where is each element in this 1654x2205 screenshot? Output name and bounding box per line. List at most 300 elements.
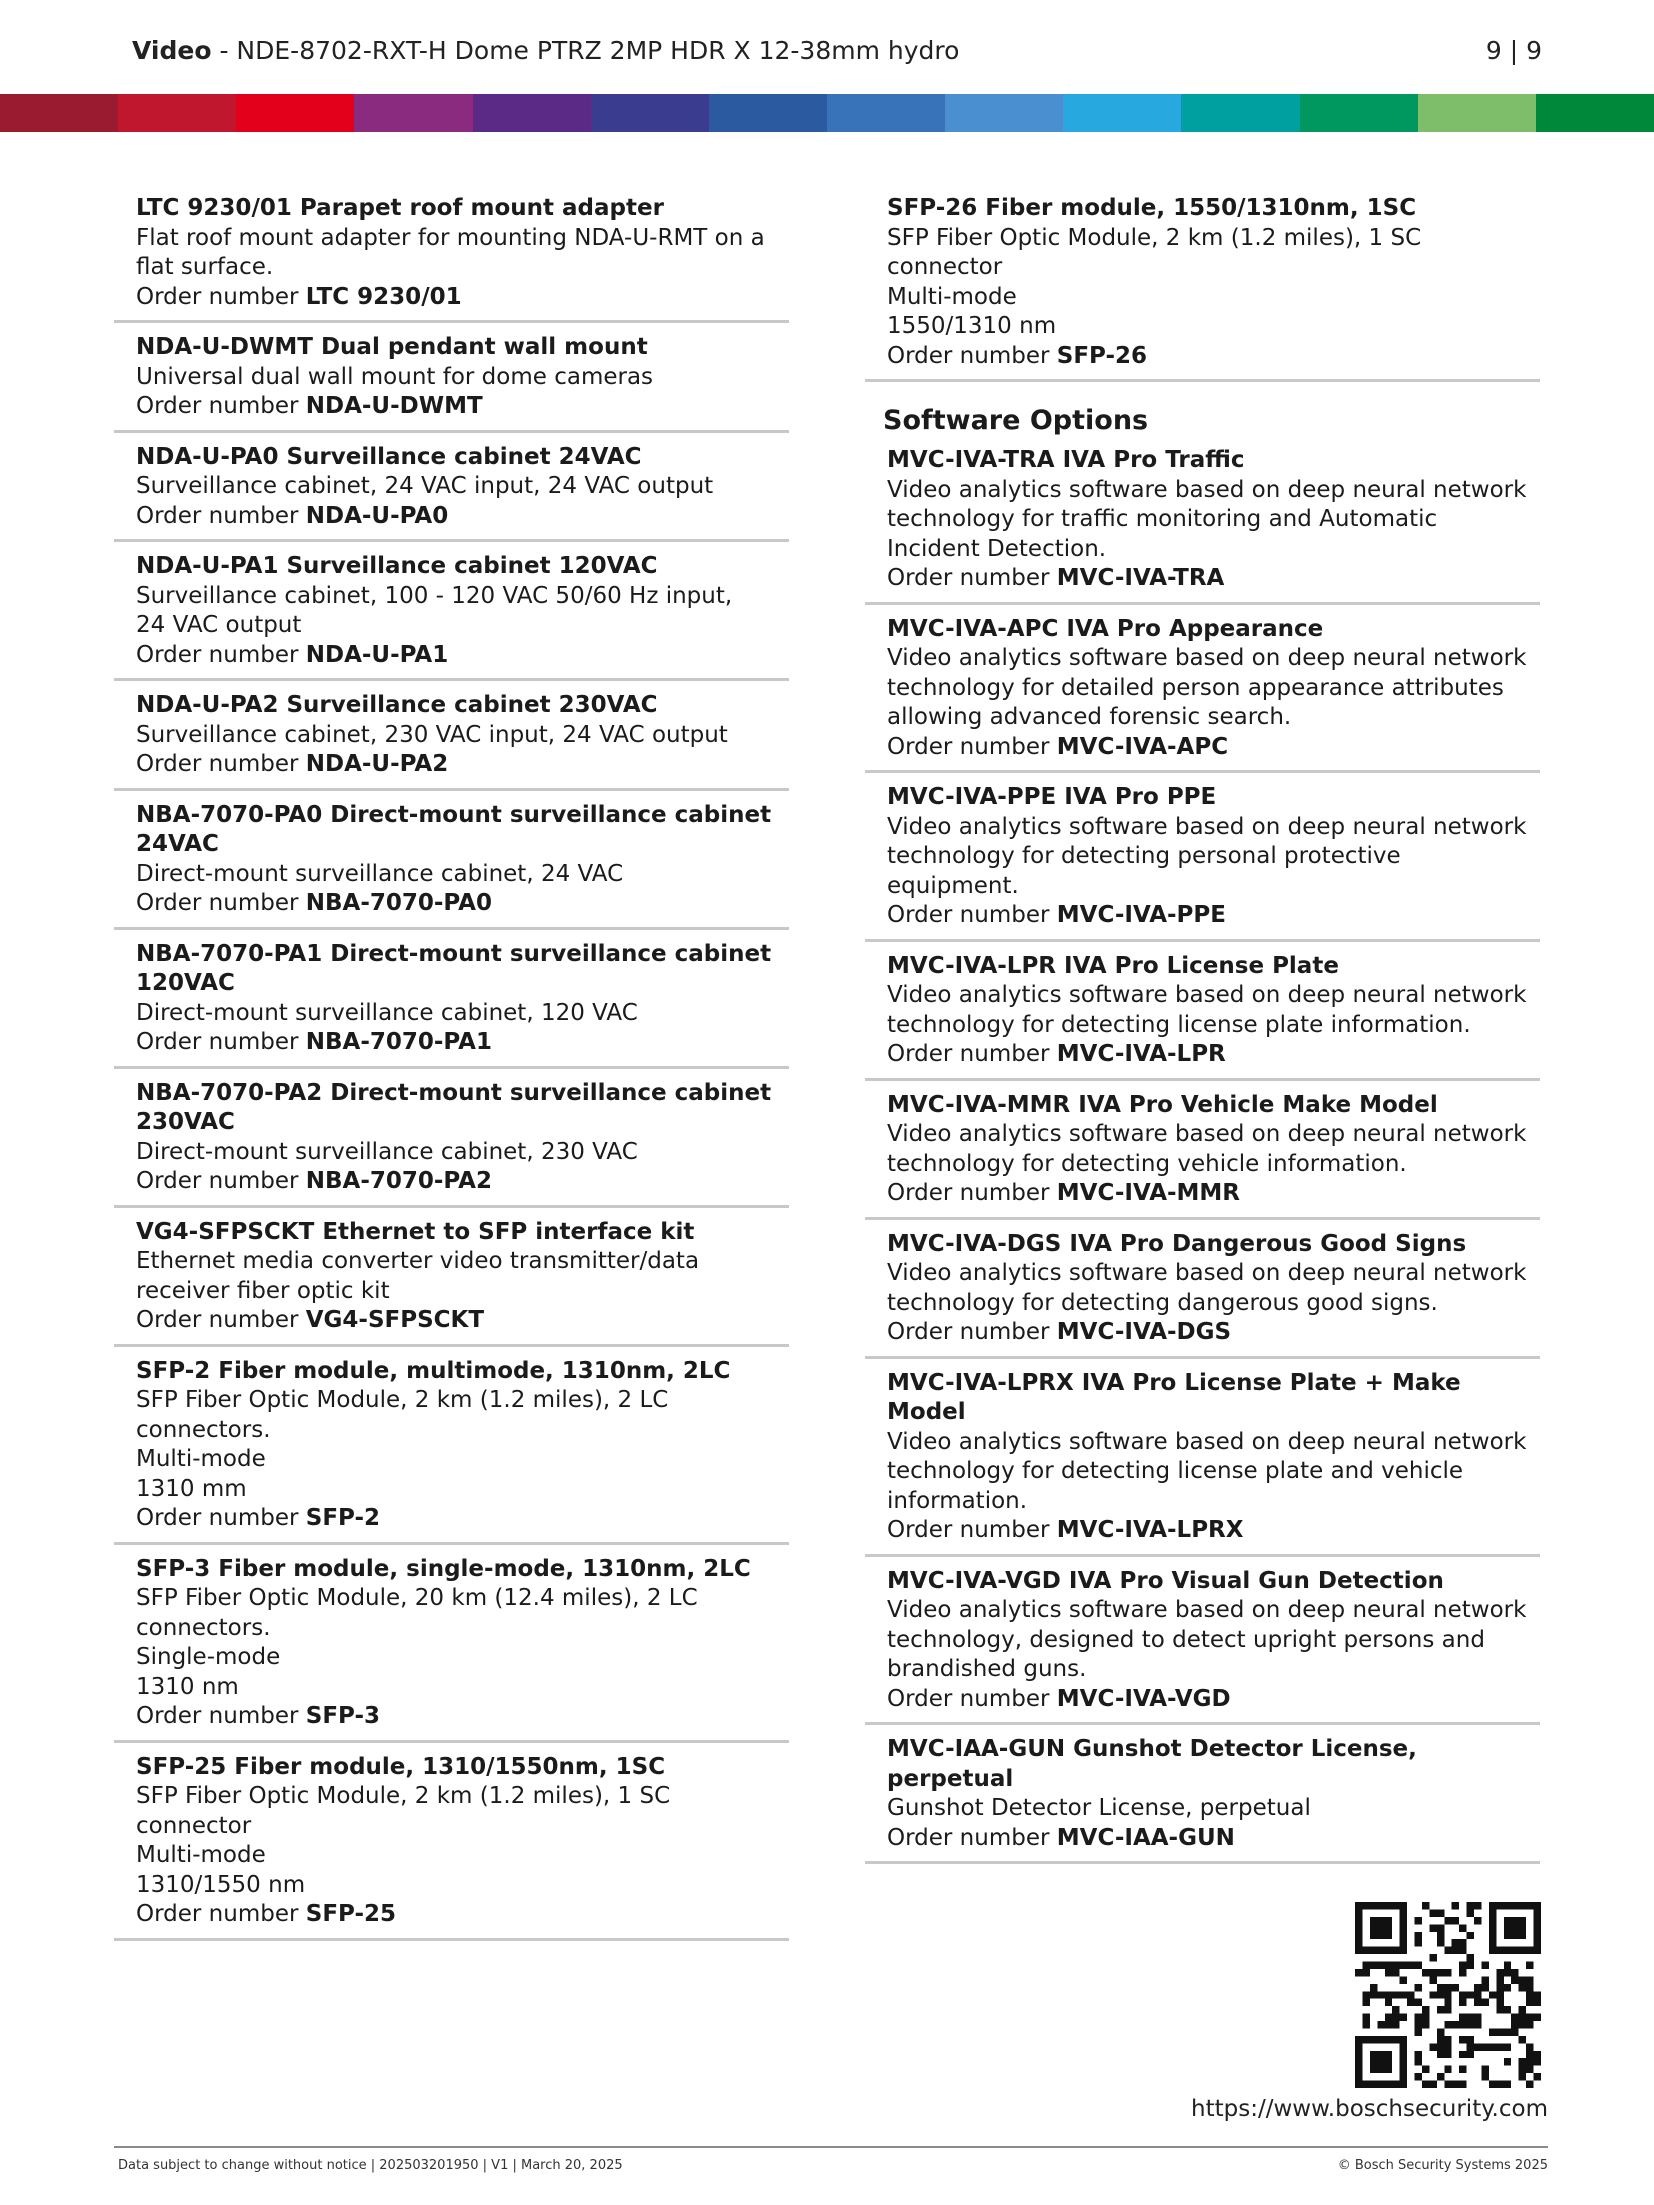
order-number xyxy=(136,1306,789,1336)
order-number-value: MVC-IVA-APC xyxy=(1056,733,1229,760)
order-number-value: MVC-IVA-LPR xyxy=(1056,1041,1226,1067)
qr-module xyxy=(1459,2021,1466,2028)
band-segment xyxy=(827,94,945,132)
qr-module xyxy=(1429,1954,1436,1961)
product-description: Direct-mount surveillance cabinet, 24 VAC xyxy=(136,860,624,887)
qr-module xyxy=(1444,2081,1451,2088)
product-description: technology for detecting dangerous good signs. xyxy=(887,1289,1438,1316)
order-number-value: SFP-26 xyxy=(1056,342,1148,369)
order-number xyxy=(136,392,789,422)
product-entry xyxy=(865,1091,1540,1220)
qr-module xyxy=(1489,2043,1496,2050)
product-entry xyxy=(865,1567,1540,1726)
qr-module xyxy=(1474,1902,1481,1909)
qr-module xyxy=(1459,1947,1466,1954)
product-description: 24 VAC output xyxy=(136,612,302,638)
qr-module xyxy=(1422,1902,1429,1909)
qr-module xyxy=(1407,1962,1414,1969)
qr-module xyxy=(1534,2073,1541,2080)
qr-module xyxy=(1400,2014,1407,2021)
product-description: Gunshot Detector License, perpetual xyxy=(887,1795,1311,1821)
product-description: SFP Fiber Optic Module, 2 km (1.2 miles), 2 LC xyxy=(136,1387,669,1413)
product-description: flat surface. xyxy=(136,254,274,280)
qr-module xyxy=(1526,1991,1533,1998)
product-description: Video analytics software based on deep neural network xyxy=(887,645,1527,671)
order-number-label: Order number xyxy=(887,1517,1057,1543)
document-product: - NDE-8702-RXT-H Dome PTRZ 2MP HDR X 12-38mm hydro xyxy=(211,36,960,65)
qr-module xyxy=(1437,2043,1444,2050)
order-number xyxy=(887,1040,1540,1070)
qr-module xyxy=(1444,1999,1451,2006)
qr-module xyxy=(1534,2051,1541,2058)
footer-copyright: © Bosch Security Systems 2025 xyxy=(1337,2158,1548,2173)
product-name: NDA-U-PA2 Surveillance cabinet 230VAC xyxy=(136,692,658,718)
product-name: NDA-U-PA1 Surveillance cabinet 120VAC xyxy=(136,553,658,579)
qr-module xyxy=(1526,2021,1533,2028)
qr-module xyxy=(1415,1962,1422,1969)
order-number-label: Order number xyxy=(136,1307,306,1333)
product-name: MVC-IVA-TRA IVA Pro Traffic xyxy=(887,447,1245,473)
qr-module xyxy=(1511,1969,1518,1976)
order-number xyxy=(887,901,1540,931)
qr-module xyxy=(1422,1969,1429,1976)
qr-module xyxy=(1444,2036,1451,2043)
qr-module xyxy=(1489,2028,1496,2035)
order-number-label: Order number xyxy=(136,1703,306,1729)
qr-module xyxy=(1526,2014,1533,2021)
qr-module xyxy=(1496,2081,1503,2088)
product-entry xyxy=(865,194,1540,382)
order-number xyxy=(136,1702,789,1732)
qr-module xyxy=(1437,2006,1444,2013)
order-number-label: Order number xyxy=(887,733,1057,760)
product-description: Video analytics software based on deep neural network xyxy=(887,813,1527,840)
qr-module xyxy=(1511,2014,1518,2021)
order-number xyxy=(887,1179,1540,1209)
qr-module xyxy=(1526,1984,1533,1991)
product-description: information. xyxy=(887,1487,1028,1514)
qr-module xyxy=(1467,1909,1474,1916)
order-number xyxy=(136,641,789,671)
qr-module xyxy=(1444,1991,1451,1998)
qr-module xyxy=(1429,2043,1436,2050)
qr-module xyxy=(1459,1991,1466,1998)
order-number xyxy=(136,1028,789,1058)
qr-module xyxy=(1362,1962,1369,1969)
product-description: Incident Detection. xyxy=(887,535,1107,562)
product-description: technology for detecting personal protective xyxy=(887,843,1401,869)
qr-module xyxy=(1385,1962,1392,1969)
qr-module xyxy=(1415,2058,1422,2065)
qr-module xyxy=(1519,2006,1526,2013)
order-number xyxy=(887,1685,1540,1715)
order-number-value: NDA-U-DWMT xyxy=(305,393,483,419)
order-number-value: MVC-IVA-TRA xyxy=(1056,565,1225,591)
qr-module xyxy=(1400,1976,1407,1983)
qr-module xyxy=(1519,2066,1526,2073)
product-name: VG4-SFPSCKT Ethernet to SFP interface kit xyxy=(136,1218,695,1245)
order-number-label: Order number xyxy=(887,902,1057,928)
qr-module xyxy=(1467,2036,1474,2043)
product-description: 1310 nm xyxy=(136,1673,239,1700)
qr-module xyxy=(1459,2081,1466,2088)
order-number xyxy=(136,1167,789,1197)
order-number-label: Order number xyxy=(136,1029,306,1055)
order-number-label: Order number xyxy=(136,1901,306,1927)
qr-module xyxy=(1392,2021,1399,2028)
qr-module xyxy=(1504,1917,1526,1939)
qr-module xyxy=(1467,2021,1474,2028)
product-entry xyxy=(865,1230,1540,1359)
order-number-label: Order number xyxy=(887,342,1057,369)
qr-module xyxy=(1444,1969,1451,1976)
qr-module xyxy=(1504,2006,1511,2013)
order-number-value: NDA-U-PA1 xyxy=(305,641,449,668)
product-description: Direct-mount surveillance cabinet, 120 VAC xyxy=(136,999,638,1026)
qr-module xyxy=(1504,2043,1511,2050)
product-description: technology for detecting vehicle information. xyxy=(887,1150,1407,1177)
product-description: Video analytics software based on deep neural network xyxy=(887,1260,1527,1286)
qr-module xyxy=(1452,1939,1459,1946)
qr-module xyxy=(1407,1999,1414,2006)
product-description: connectors. xyxy=(136,1614,271,1641)
order-number xyxy=(136,1900,789,1930)
hardware-items-continued xyxy=(865,194,1540,382)
qr-module xyxy=(1444,2006,1451,2013)
product-name: NBA-7070-PA0 Direct-mount surveillance cabinet 24VAC xyxy=(136,801,772,857)
order-number xyxy=(887,342,1540,372)
qr-module xyxy=(1534,1999,1541,2006)
qr-module xyxy=(1459,2014,1466,2021)
product-entry xyxy=(114,552,789,681)
product-name: SFP-3 Fiber module, single-mode, 1310nm, 2LC xyxy=(136,1555,751,1582)
product-name: SFP-25 Fiber module, 1310/1550nm, 1SC xyxy=(136,1753,666,1780)
qr-module xyxy=(1496,1999,1503,2006)
product-name: MVC-IAA-GUN Gunshot Detector License, perpetual xyxy=(887,1736,1417,1792)
product-description: 1310 mm xyxy=(136,1475,247,1502)
qr-module xyxy=(1355,1969,1362,1976)
order-number-value: MVC-IVA-LPRX xyxy=(1056,1517,1244,1543)
qr-module xyxy=(1392,2014,1399,2021)
qr-module xyxy=(1504,1969,1511,1976)
qr-module xyxy=(1415,1999,1422,2006)
order-number-label: Order number xyxy=(136,890,306,916)
qr-module xyxy=(1385,1991,1392,1998)
order-number-label: Order number xyxy=(136,393,306,419)
qr-module xyxy=(1377,1962,1384,1969)
qr-module xyxy=(1526,1999,1533,2006)
qr-module xyxy=(1489,1991,1496,1998)
left-column xyxy=(114,194,789,1951)
qr-module xyxy=(1526,1976,1533,1983)
order-number-label: Order number xyxy=(887,1319,1057,1345)
product-description: technology for detailed person appearance attributes xyxy=(887,674,1504,701)
qr-module xyxy=(1429,1976,1436,1983)
qr-module xyxy=(1467,1962,1474,1969)
product-entry xyxy=(114,333,789,433)
qr-module xyxy=(1474,1999,1481,2006)
qr-module xyxy=(1534,2058,1541,2065)
qr-module xyxy=(1511,1976,1518,1983)
product-description: brandished guns. xyxy=(887,1656,1087,1682)
qr-module xyxy=(1437,1984,1444,1991)
product-description: allowing advanced forensic search. xyxy=(887,704,1292,730)
product-description: equipment. xyxy=(887,872,1019,899)
order-number xyxy=(136,283,789,313)
brand-color-band xyxy=(0,94,1654,132)
product-entry xyxy=(114,801,789,930)
qr-module xyxy=(1422,2081,1429,2088)
qr-module xyxy=(1444,1984,1451,1991)
qr-module xyxy=(1437,1991,1444,1998)
qr-module xyxy=(1496,2043,1503,2050)
qr-module xyxy=(1511,2028,1518,2035)
qr-module xyxy=(1437,2051,1444,2058)
qr-module xyxy=(1467,2051,1474,2058)
order-number-label: Order number xyxy=(136,1505,306,1531)
product-entry xyxy=(114,1753,789,1941)
order-number-value: NBA-7070-PA2 xyxy=(305,1168,492,1194)
qr-module xyxy=(1444,2066,1451,2073)
qr-module xyxy=(1377,2021,1384,2028)
page-header xyxy=(132,36,1542,76)
software-options-list xyxy=(865,446,1540,1864)
qr-module xyxy=(1407,1991,1414,1998)
qr-module xyxy=(1474,2014,1481,2021)
qr-module xyxy=(1362,2014,1369,2021)
qr-module xyxy=(1452,2081,1459,2088)
product-description: Multi-mode xyxy=(136,1446,266,1472)
qr-module xyxy=(1400,1962,1407,1969)
qr-module xyxy=(1415,1932,1422,1939)
qr-module xyxy=(1481,1984,1488,1991)
qr-module xyxy=(1496,1969,1503,1976)
qr-module xyxy=(1429,1909,1436,1916)
footer-divider xyxy=(114,2146,1548,2148)
order-number-value: MVC-IVA-MMR xyxy=(1056,1180,1241,1206)
product-name: MVC-IVA-PPE IVA Pro PPE xyxy=(887,784,1217,810)
order-number xyxy=(136,1504,789,1534)
qr-module xyxy=(1519,2058,1526,2065)
product-entry xyxy=(114,1079,789,1208)
order-number xyxy=(887,1318,1540,1348)
band-segment xyxy=(591,94,709,132)
qr-module xyxy=(1519,2036,1526,2043)
qr-module xyxy=(1504,1984,1511,1991)
product-description: Direct-mount surveillance cabinet, 230 VAC xyxy=(136,1138,638,1165)
qr-module xyxy=(1481,2073,1488,2080)
qr-module xyxy=(1452,1947,1459,1954)
qr-module xyxy=(1481,2043,1488,2050)
order-number-value: SFP-25 xyxy=(305,1901,397,1927)
product-name: NDA-U-PA0 Surveillance cabinet 24VAC xyxy=(136,443,642,470)
qr-module xyxy=(1526,2081,1533,2088)
qr-module xyxy=(1496,2006,1503,2013)
band-segment xyxy=(1418,94,1536,132)
qr-module xyxy=(1534,2014,1541,2021)
product-description: Flat roof mount adapter for mounting NDA-U-RMT on a xyxy=(136,224,765,251)
qr-module xyxy=(1392,1962,1399,1969)
product-entry xyxy=(114,443,789,543)
product-description: Multi-mode xyxy=(136,1842,266,1868)
qr-module xyxy=(1415,2028,1422,2035)
order-number-value: LTC 9230/01 xyxy=(305,283,462,310)
qr-module xyxy=(1362,1999,1369,2006)
qr-module xyxy=(1467,1991,1474,1998)
product-description: Video analytics software based on deep neural network xyxy=(887,1597,1527,1623)
product-name: NBA-7070-PA2 Direct-mount surveillance cabinet 230VAC xyxy=(136,1079,772,1135)
order-number-label: Order number xyxy=(136,283,306,310)
document-category: Video xyxy=(132,36,212,65)
qr-module xyxy=(1415,1984,1422,1991)
qr-module xyxy=(1415,2051,1422,2058)
qr-module xyxy=(1377,1991,1384,1998)
qr-module xyxy=(1415,2014,1422,2021)
order-number-value: NDA-U-PA0 xyxy=(305,502,449,529)
product-entry xyxy=(865,615,1540,774)
qr-module xyxy=(1496,2028,1503,2035)
band-segment xyxy=(1181,94,1299,132)
qr-module xyxy=(1467,1932,1474,1939)
order-number xyxy=(136,750,789,780)
order-number-label: Order number xyxy=(136,1168,306,1194)
product-description: technology for detecting license plate and vehicle xyxy=(887,1458,1464,1484)
qr-module xyxy=(1474,2043,1481,2050)
qr-module xyxy=(1444,2051,1451,2058)
qr-module xyxy=(1474,1991,1481,1998)
qr-module xyxy=(1467,2043,1474,2050)
qr-module xyxy=(1481,1962,1488,1969)
qr-module xyxy=(1452,2021,1459,2028)
order-number xyxy=(136,889,789,919)
order-number-label: Order number xyxy=(887,1685,1057,1712)
qr-module xyxy=(1370,1984,1377,1991)
product-name: NBA-7070-PA1 Direct-mount surveillance cabinet 120VAC xyxy=(136,940,772,996)
order-number-value: NDA-U-PA2 xyxy=(305,751,449,777)
qr-module xyxy=(1459,1924,1466,1931)
qr-module xyxy=(1519,2014,1526,2021)
product-description: SFP Fiber Optic Module, 20 km (12.4 miles), 2 LC xyxy=(136,1585,698,1611)
qr-module xyxy=(1526,2051,1533,2058)
product-entry xyxy=(865,1735,1540,1864)
product-description: Surveillance cabinet, 100 - 120 VAC 50/60 Hz input, xyxy=(136,582,733,609)
qr-module xyxy=(1437,1924,1444,1931)
qr-module xyxy=(1459,1962,1466,1969)
qr-module xyxy=(1496,1991,1503,1998)
product-entry xyxy=(114,940,789,1069)
qr-code xyxy=(1355,1902,1541,2088)
product-description: Video analytics software based on deep neural network xyxy=(887,476,1527,503)
qr-module xyxy=(1519,1976,1526,1983)
qr-module xyxy=(1504,2058,1511,2065)
qr-module xyxy=(1422,2014,1429,2021)
order-number-value: NBA-7070-PA1 xyxy=(305,1029,492,1055)
qr-module xyxy=(1452,1984,1459,1991)
product-description: technology for traffic monitoring and Automatic xyxy=(887,506,1438,532)
qr-module xyxy=(1444,2021,1451,2028)
qr-module xyxy=(1504,2028,1511,2035)
qr-module xyxy=(1444,2043,1451,2050)
order-number-value: SFP-2 xyxy=(305,1505,381,1531)
qr-module xyxy=(1481,1999,1488,2006)
qr-module xyxy=(1467,1954,1474,1961)
qr-module xyxy=(1385,1969,1392,1976)
qr-module xyxy=(1526,2043,1533,2050)
qr-module xyxy=(1385,2021,1392,2028)
qr-module xyxy=(1370,1991,1377,1998)
order-number-value: NBA-7070-PA0 xyxy=(305,890,492,916)
product-description: SFP Fiber Optic Module, 2 km (1.2 miles), 1 SC xyxy=(887,224,1422,251)
qr-module xyxy=(1392,2006,1399,2013)
band-segment xyxy=(354,94,472,132)
website-url[interactable]: https://www.boschsecurity.com xyxy=(1191,2096,1548,2122)
qr-module xyxy=(1489,2081,1496,2088)
page-number: 9 | 9 xyxy=(1485,36,1542,65)
order-number-value: MVC-IVA-DGS xyxy=(1056,1319,1232,1345)
product-entry xyxy=(865,446,1540,605)
band-segment xyxy=(473,94,591,132)
order-number-label: Order number xyxy=(887,1180,1057,1206)
qr-module xyxy=(1474,2021,1481,2028)
product-entry xyxy=(865,1369,1540,1557)
product-name: MVC-IVA-APC IVA Pro Appearance xyxy=(887,615,1324,642)
product-entry xyxy=(865,952,1540,1081)
qr-module xyxy=(1437,1909,1444,1916)
order-number-value: MVC-IVA-VGD xyxy=(1056,1685,1231,1712)
qr-module xyxy=(1429,2081,1436,2088)
qr-module xyxy=(1437,2073,1444,2080)
product-description: Video analytics software based on deep neural network xyxy=(887,1121,1527,1147)
product-description: connector xyxy=(136,1812,252,1839)
software-options-heading: Software Options xyxy=(883,405,1149,436)
order-number-label: Order number xyxy=(136,751,306,777)
qr-module xyxy=(1481,2066,1488,2073)
document-title xyxy=(132,36,959,65)
qr-module xyxy=(1452,1902,1459,1909)
qr-module xyxy=(1444,1947,1451,1954)
qr-module xyxy=(1459,2051,1466,2058)
qr-module xyxy=(1526,2066,1533,2073)
product-description: technology for detecting license plate information. xyxy=(887,1011,1471,1038)
product-description: Video analytics software based on deep neural network xyxy=(887,1428,1527,1455)
qr-module xyxy=(1415,1917,1422,1924)
qr-module xyxy=(1526,1962,1533,1969)
qr-module xyxy=(1362,1969,1369,1976)
order-number-value: SFP-3 xyxy=(305,1703,381,1729)
qr-module xyxy=(1392,1991,1399,1998)
order-number-label: Order number xyxy=(136,641,306,668)
qr-module xyxy=(1459,1969,1466,1976)
band-segment xyxy=(1063,94,1181,132)
qr-module xyxy=(1444,1917,1451,1924)
order-number-label: Order number xyxy=(887,565,1057,591)
order-number-value: VG4-SFPSCKT xyxy=(305,1307,485,1333)
qr-module xyxy=(1504,1962,1511,1969)
order-number-value: MVC-IVA-PPE xyxy=(1056,902,1226,928)
product-description: Surveillance cabinet, 24 VAC input, 24 VAC output xyxy=(136,473,714,499)
product-name: SFP-2 Fiber module, multimode, 1310nm, 2LC xyxy=(136,1357,731,1384)
band-segment xyxy=(118,94,236,132)
qr-module xyxy=(1400,1991,1407,1998)
band-segment xyxy=(1300,94,1418,132)
qr-module xyxy=(1422,2021,1429,2028)
product-description: connectors. xyxy=(136,1416,271,1443)
product-name: MVC-IVA-VGD IVA Pro Visual Gun Detection xyxy=(887,1567,1444,1594)
right-column xyxy=(865,194,1540,1874)
product-description: SFP Fiber Optic Module, 2 km (1.2 miles), 1 SC xyxy=(136,1783,671,1809)
qr-module xyxy=(1496,1976,1503,1983)
qr-module xyxy=(1362,1991,1369,1998)
